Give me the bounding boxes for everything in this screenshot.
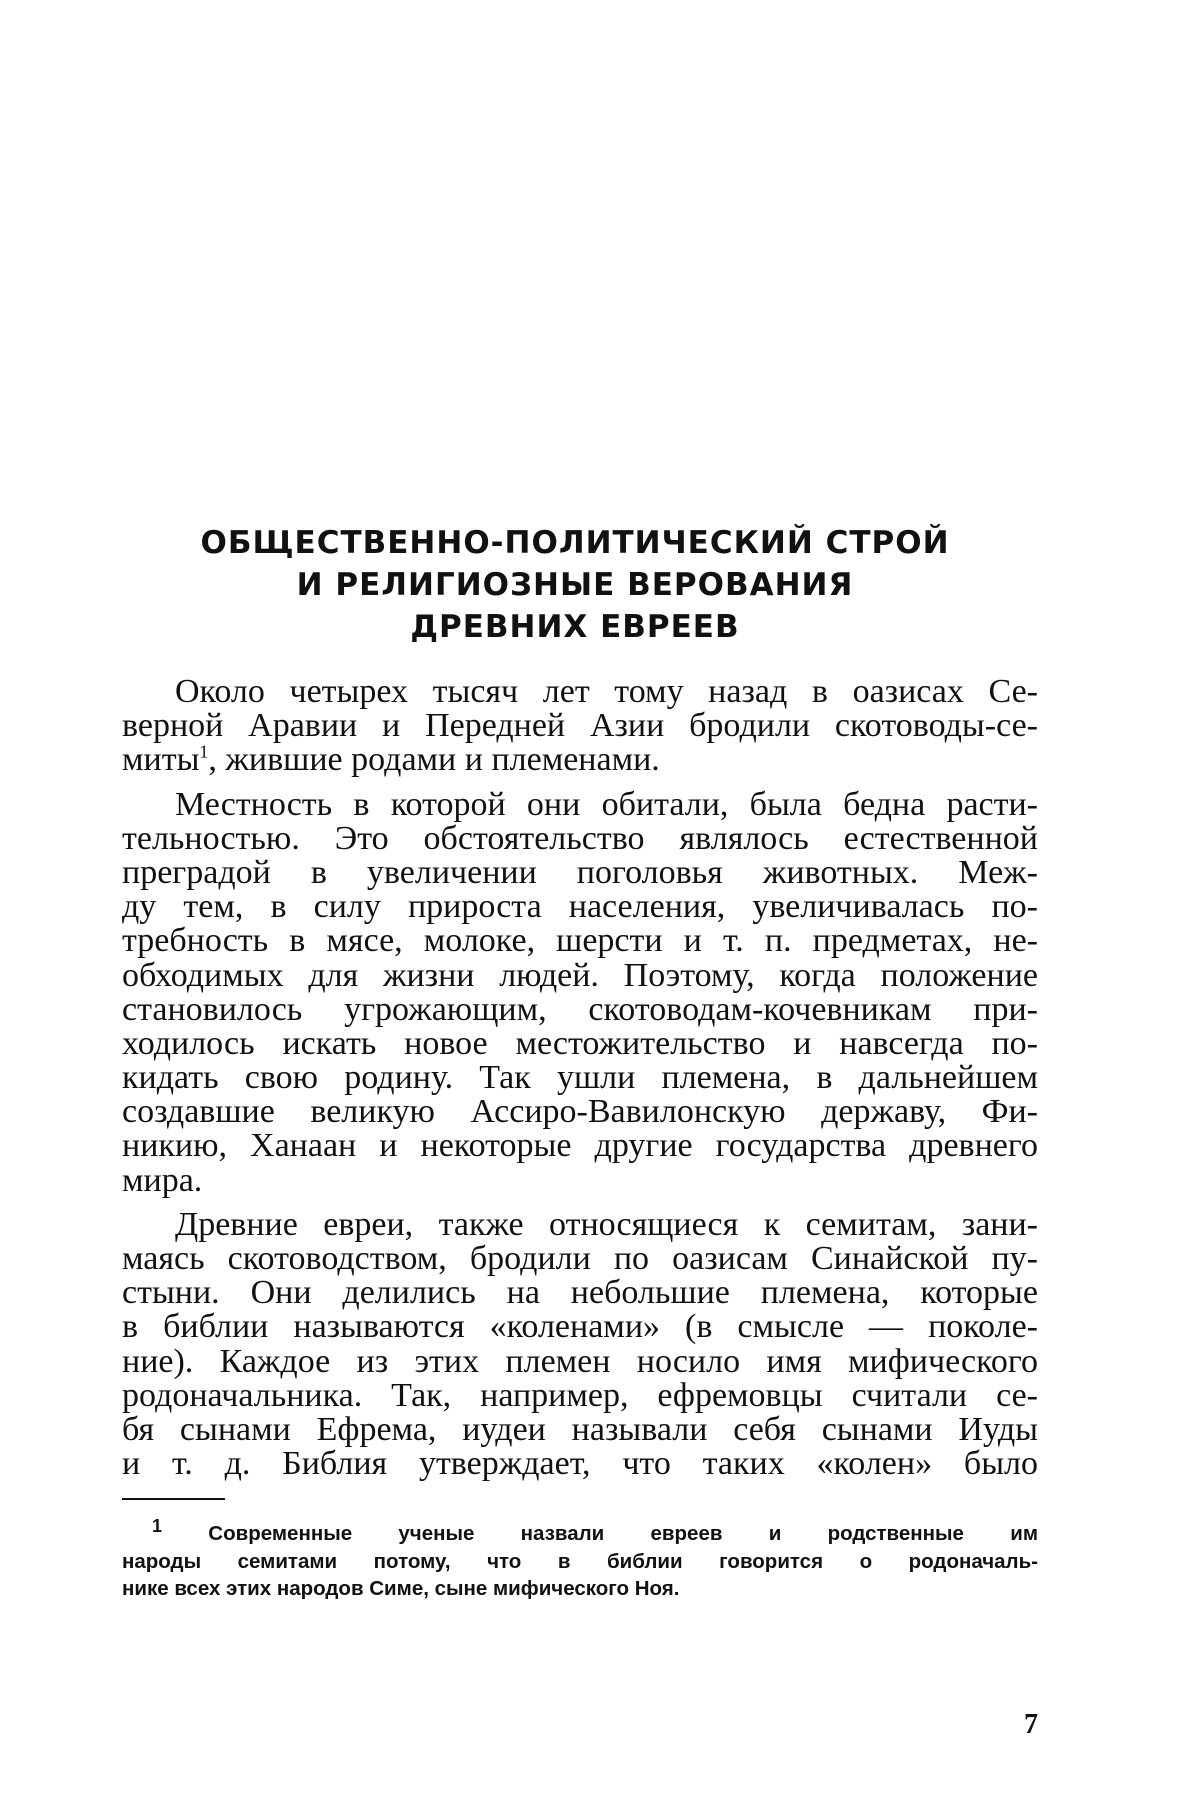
footnote bbox=[122, 1516, 1038, 1603]
heading-line: ДРЕВНИХ ЕВРЕЕВ bbox=[410, 609, 740, 645]
heading-line: ОБЩЕСТВЕННО-ПОЛИТИЧЕСКИЙ СТРОЙ bbox=[200, 525, 950, 561]
footnote-line bbox=[122, 1516, 1038, 1548]
footnote-line: народы семитами потому, что в библии говорится о родоначаль- bbox=[122, 1549, 1038, 1573]
text-line: в библии называются «коленами» (в смысле — поколе- bbox=[122, 1308, 1038, 1346]
text-line: кидать свою родину. Так ушли племена, в дальнейшем bbox=[122, 1059, 1038, 1097]
text-line: создавшие великую Ассиро-Вавилонскую державу, Фи- bbox=[122, 1093, 1038, 1131]
paragraph bbox=[122, 785, 1038, 1199]
footnote-reference: 1 bbox=[199, 742, 209, 763]
chapter-heading bbox=[150, 522, 1000, 648]
text-line: верной Аравии и Передней Азии бродили скотоводы-се- bbox=[122, 707, 1038, 745]
text-fragment: Современные ученые назвали евреев и родственные им bbox=[208, 1522, 1038, 1545]
text-line: становилось угрожающим, скотоводам-кочевникам при- bbox=[122, 990, 1038, 1028]
text-line: Местность в которой они обитали, была бедна расти- bbox=[175, 785, 1038, 823]
footnote-divider bbox=[122, 1498, 225, 1500]
text-line: бя сынами Ефрема, иудеи называли себя сынами Иуды bbox=[122, 1410, 1038, 1448]
text-line: ние). Каждое из этих племен носило имя мифического bbox=[122, 1342, 1038, 1380]
text-line: родоначальника. Так, например, ефремовцы считали се- bbox=[122, 1376, 1038, 1414]
text-line: преградой в увеличении поголовья животных. Меж- bbox=[122, 853, 1038, 891]
text-line: Древние евреи, также относящиеся к семитам, зани- bbox=[175, 1205, 1038, 1243]
text-line: и т. д. Библия утверждает, что таких «колен» было bbox=[122, 1445, 1038, 1483]
page-number: 7 bbox=[1024, 1709, 1038, 1740]
text-fragment: , жившие родами и племенами. bbox=[208, 741, 660, 779]
text-line: ходилось искать новое местожительство и навсегда по- bbox=[122, 1024, 1038, 1062]
text-line: обходимых для жизни людей. Поэтому, когда положение bbox=[122, 956, 1038, 994]
paragraph bbox=[122, 1205, 1038, 1483]
footnote-mark: 1 bbox=[152, 1516, 163, 1537]
footnote-line: нике всех этих народов Симе, сыне мифического Ноя. bbox=[122, 1577, 680, 1600]
text-line bbox=[122, 743, 1038, 777]
paragraph bbox=[122, 675, 1038, 778]
heading-line: И РЕЛИГИОЗНЫЕ ВЕРОВАНИЯ bbox=[296, 567, 854, 603]
text-line: тельностью. Это обстоятельство являлось естественной bbox=[122, 819, 1038, 857]
text-line: никию, Ханаан и некоторые другие государства древнего bbox=[122, 1127, 1038, 1165]
text-line: мира. bbox=[122, 1161, 203, 1199]
text-line: Около четырех тысяч лет тому назад в оазисах Се- bbox=[175, 673, 1038, 710]
text-line: требность в мясе, молоке, шерсти и т. п. предметах, не- bbox=[122, 922, 1038, 960]
text-line: маясь скотоводством, бродили по оазисам Синайской пу- bbox=[122, 1240, 1038, 1277]
text-line: ду тем, в силу прироста населения, увеличивалась по- bbox=[122, 888, 1038, 926]
body-text bbox=[122, 675, 1038, 1491]
text-line: стыни. Они делились на небольшие племена, которые bbox=[122, 1274, 1038, 1312]
text-fragment: миты bbox=[122, 741, 200, 779]
